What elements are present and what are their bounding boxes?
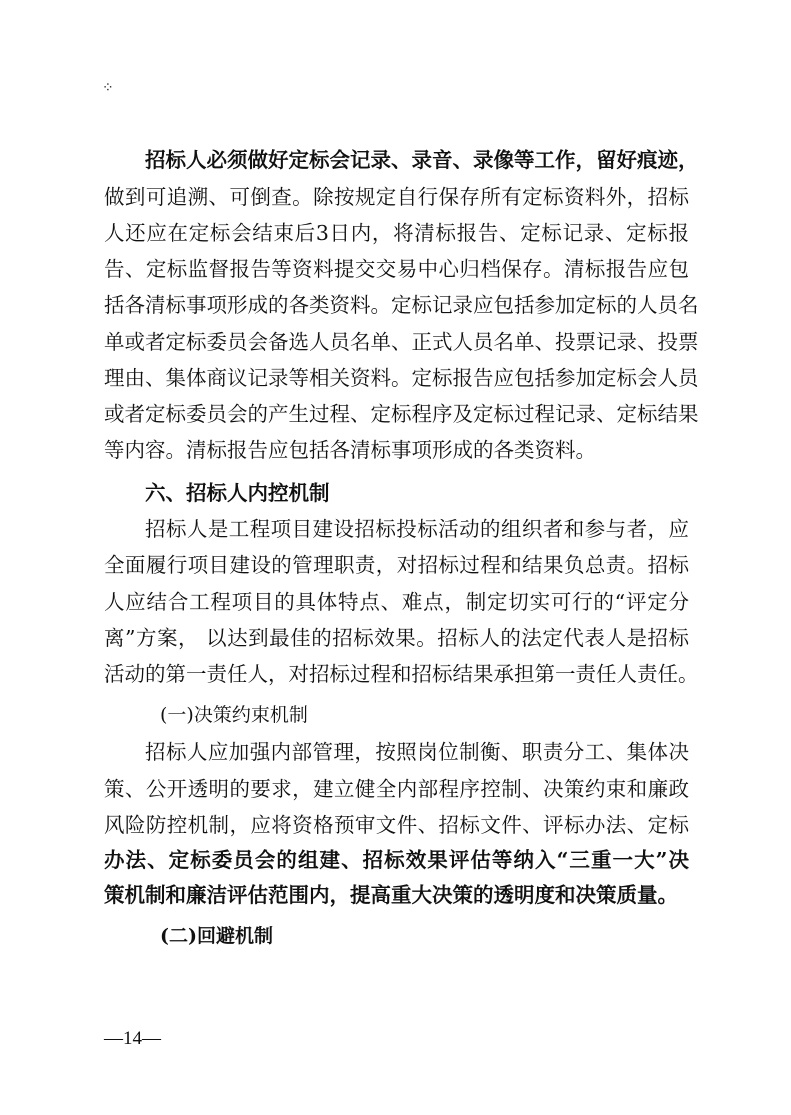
paragraph-line: 人还应在定标会结束后3日内，将清标报告、定标记录、定标报	[104, 221, 689, 245]
subsection-heading: (一)决策约束机制	[160, 704, 308, 726]
section-heading: 六、招标人内控机制	[145, 481, 330, 505]
page-number: —14—	[104, 1028, 161, 1049]
paragraph-line: 做到可追溯、可倒查。除按规定自行保存所有定标资料外，招标	[104, 185, 689, 209]
paragraph-line: 策机制和廉洁评估范围内，提高重大决策的透明度和决策质量。	[104, 883, 678, 907]
paragraph-line: 活动的第一责任人，对招标过程和招标结果承担第一责任人责任。	[104, 662, 699, 686]
paragraph-line: 括各清标事项形成的各类资料。定标记录应包括参加定标的人员名	[104, 293, 699, 317]
paragraph-line: 告、定标监督报告等资料提交交易中心归档保存。清标报告应包	[104, 257, 689, 281]
paragraph-line: 办法、定标委员会的组建、招标效果评估等纳入“三重一大”决	[104, 848, 689, 872]
paragraph-line: 或者定标委员会的产生过程、定标程序及定标过程记录、定标结果	[104, 402, 699, 426]
paragraph-line: 理由、集体商议记录等相关资料。定标报告应包括参加定标会人员	[104, 366, 699, 390]
paragraph-line: 招标人必须做好定标会记录、录音、录像等工作，留好痕迹，	[145, 148, 699, 172]
paragraph-line: 全面履行项目建设的管理职责，对招标过程和结果负总责。招标	[104, 553, 689, 577]
paragraph-line: 风险防控机制，应将资格预审文件、招标文件、评标办法、定标	[104, 813, 689, 837]
scan-mark-icon: ⁘	[102, 80, 114, 96]
paragraph-line: 招标人应加强内部管理，按照岗位制衡、职责分工、集体决	[145, 740, 689, 764]
subsection-heading: (二)回避机制	[160, 925, 273, 947]
paragraph-line: 策、公开透明的要求，建立健全内部程序控制、决策约束和廉政	[104, 777, 689, 801]
paragraph-line: 等内容。清标报告应包括各清标事项形成的各类资料。	[104, 438, 596, 462]
paragraph-line: 招标人是工程项目建设招标投标活动的组织者和参与者，应	[145, 517, 689, 541]
paragraph-line: 离”方案， 以达到最佳的招标效果。招标人的法定代表人是招标	[104, 626, 689, 650]
paragraph-line: 人应结合工程项目的具体特点、难点，制定切实可行的“评定分	[104, 590, 689, 614]
paragraph-line: 单或者定标委员会备选人员名单、正式人员名单、投票记录、投票	[104, 330, 699, 354]
